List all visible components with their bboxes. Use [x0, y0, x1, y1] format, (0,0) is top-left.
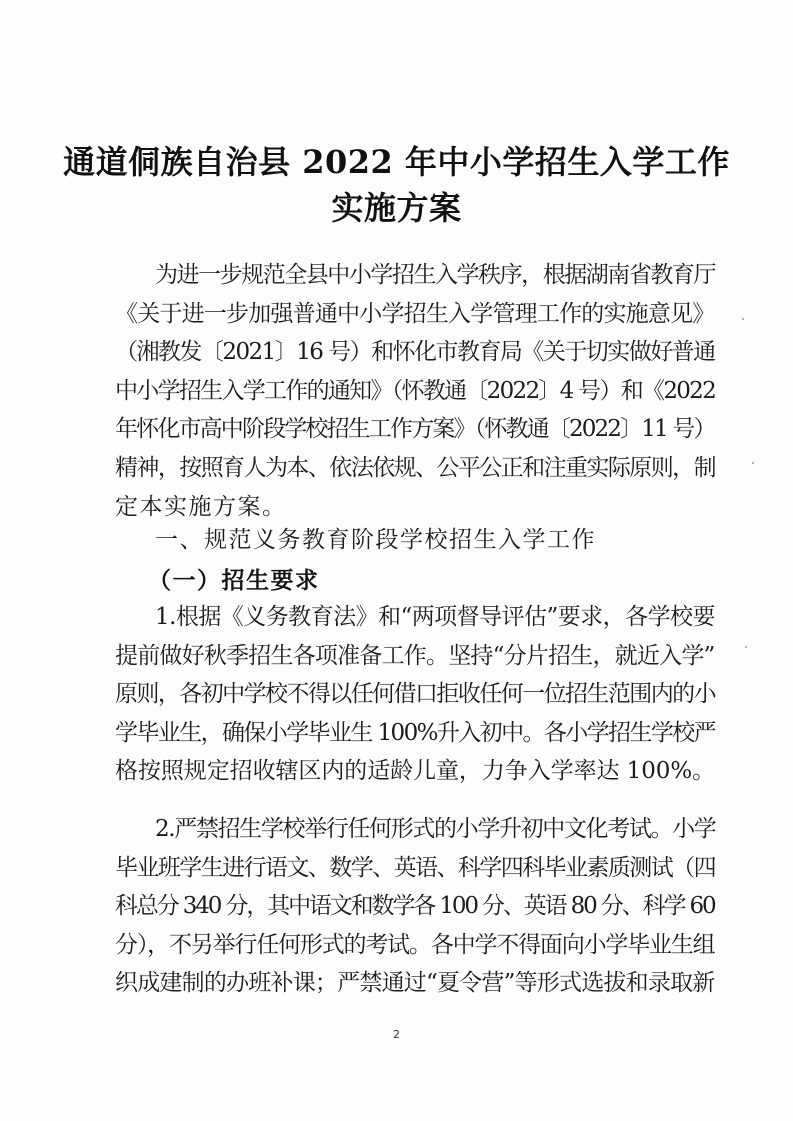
item1-line: 原则，各初中学校不得以任何借口拒收任何一位招生范围内的小	[115, 681, 716, 708]
intro-line: 中小学招生入学工作的通知》（怀教通〔2022〕4 号）和《2022	[115, 377, 716, 404]
item1-line: 提前做好秋季招生各项准备工作。坚持“分片招生，就近入学”	[115, 642, 715, 669]
intro-line: 定本实施方案。	[115, 493, 287, 520]
intro-line: （湘教发〔2021〕16 号）和怀化市教育局《关于切实做好普通	[115, 339, 715, 366]
intro-line: 年怀化市高中阶段学校招生工作方案》（怀教通〔2022〕11 号）	[115, 416, 715, 443]
item1-paragraph	[115, 598, 715, 791]
intro-line: 《关于进一步加强普通中小学招生入学管理工作的实施意见》	[115, 300, 715, 327]
document-title-line2: 实施方案	[331, 189, 462, 227]
item1-line: 格按照规定招收辖区内的适龄儿童，力争入学率达 100%。	[115, 758, 716, 785]
intro-line: 为进一步规范全县中小学招生入学秩序，根据湖南省教育厅	[155, 262, 716, 288]
item2-line: 科总分 340 分，其中语文和数学各 100 分、英语 80 分、科学 60	[115, 893, 715, 920]
scan-speck	[745, 646, 747, 648]
item2-line: 2.严禁招生学校举行任何形式的小学升初中文化考试。小学	[155, 816, 716, 842]
subsection-heading: （一）招生要求	[148, 567, 320, 594]
item2-line: 织成建制的办班补课；严禁通过“夏令营”等形式选拔和录取新	[115, 970, 715, 997]
intro-paragraph	[115, 256, 715, 526]
item2-paragraph	[115, 810, 715, 1003]
item2-line: 毕业班学生进行语文、数学、英语、科学四科毕业素质测试（四	[115, 854, 716, 881]
item1-line: 1.根据《义务教育法》和“两项督导评估”要求，各学校要	[155, 604, 715, 630]
section-heading: 一、规范义务教育阶段学校招生入学工作	[155, 527, 596, 553]
scan-speck	[742, 318, 744, 320]
document-title-line1: 通道侗族自治县 2022 年中小学招生入学工作	[63, 143, 730, 181]
page-number: 2	[393, 1028, 400, 1041]
intro-line: 精神，按照育人为本、依法依规、公平公正和注重实际原则，制	[115, 454, 716, 481]
item2-line: 分），不另举行任何形式的考试。各中学不得面向小学毕业生组	[115, 931, 715, 958]
scan-speck	[752, 462, 754, 464]
item1-line: 学毕业生，确保小学毕业生 100%升入初中。各小学招生学校严	[115, 719, 716, 746]
